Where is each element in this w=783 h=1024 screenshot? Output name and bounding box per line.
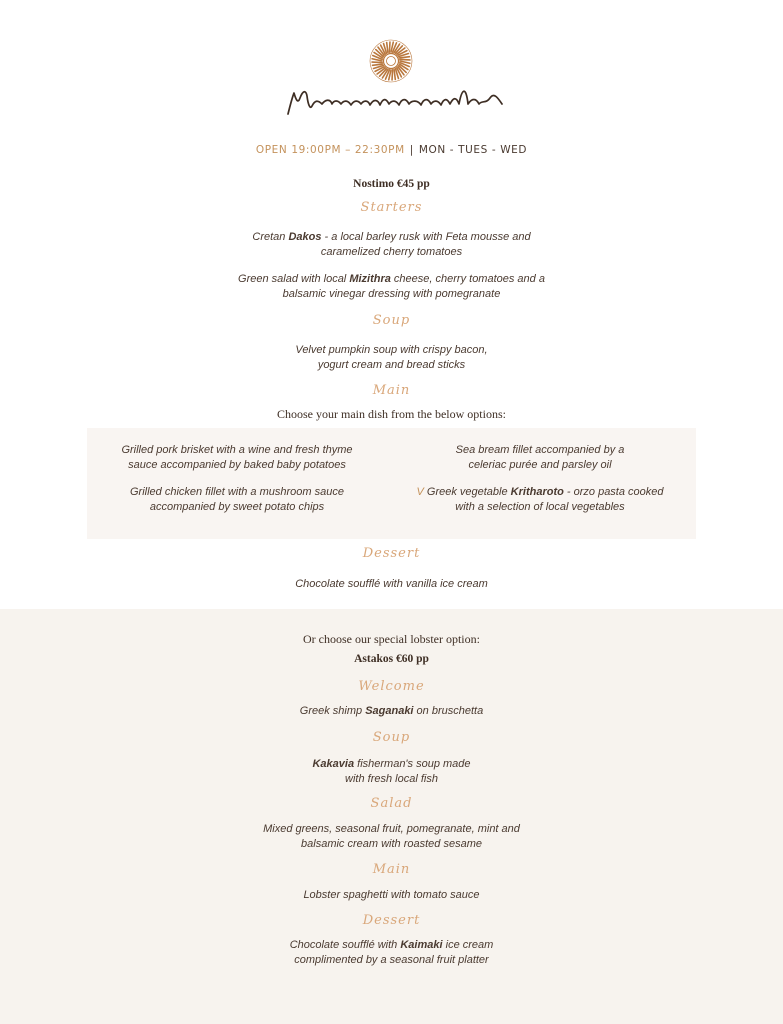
vegetarian-marker: V [416, 486, 424, 498]
lobster-intro: Or choose our special lobster option: [303, 632, 480, 646]
salad-heading: Salad [370, 796, 413, 811]
lobster-dessert-heading: Dessert [362, 913, 421, 928]
main-option-pork: Grilled pork brisket with a wine and fresh thyme sauce accompanied by baked baby potatoes [121, 444, 353, 471]
sun-ray [399, 57, 409, 58]
sun-ray [394, 69, 395, 79]
sun-ray [392, 70, 393, 80]
lobster-main-heading: Main [372, 862, 411, 877]
starter-dakos: Cretan Dakos - a local barley rusk with Feta mousse and caramelized cherry tomatoes [252, 231, 531, 258]
salad-mixed-greens: Mixed greens, seasonal fruit, pomegranate, mint and balsamic cream with roasted sesame [263, 823, 520, 850]
main-option-chicken: Grilled chicken fillet with a mushroom sauce accompanied by sweet potato chips [130, 486, 344, 513]
soup-pumpkin: Velvet pumpkin soup with crispy bacon, yogurt cream and bread sticks [295, 344, 488, 371]
logo-script [288, 91, 502, 114]
lobster-soup-heading: Soup [372, 730, 411, 745]
welcome-heading: Welcome [358, 679, 425, 694]
sun-ray [389, 42, 390, 52]
opening-hours [0, 144, 783, 156]
starter-green-salad: Green salad with local Mizithra cheese, cherry tomatoes and a balsamic vinegar dressing with pomegranate [238, 273, 545, 300]
sun-ray [373, 64, 383, 65]
hours-separator: | [409, 144, 414, 156]
dessert-souffle: Chocolate soufflé with vanilla ice cream [295, 578, 488, 590]
astakos-price: Astakos €60 pp [354, 653, 429, 665]
sun-ray [400, 59, 410, 60]
main-lobster-spaghetti: Lobster spaghetti with tomato sauce [303, 889, 480, 901]
soup-kakavia: Kakavia fisherman's soup made with fresh local fish [312, 758, 471, 785]
main-options-box [87, 428, 696, 539]
dessert-heading: Dessert [362, 546, 421, 561]
main-option-kritharoto: V Greek vegetable Kritharoto - orzo pasta cooked with a selection of local vegetables [416, 486, 664, 513]
main-intro: Choose your main dish from the below options: [277, 407, 506, 421]
opening-time: OPEN 19:00PM – 22:30PM [255, 144, 405, 156]
sun-ray [372, 62, 382, 63]
dessert-kaimaki: Chocolate soufflé with Kaimaki ice cream complimented by a seasonal fruit platter [289, 939, 494, 966]
sun-icon [370, 40, 412, 82]
main-heading: Main [372, 383, 411, 398]
nostimo-price: Nostimo €45 pp [353, 178, 430, 190]
welcome-saganaki: Greek shimp Saganaki on bruschetta [299, 705, 484, 717]
main-option-sea-bream: Sea bream fillet accompanied by a celeriac purée and parsley oil [455, 444, 625, 471]
soup-heading: Soup [372, 313, 411, 328]
sun-ray [387, 43, 388, 53]
starters-heading: Starters [360, 200, 423, 215]
opening-days: MON - TUES - WED [418, 144, 528, 156]
restaurant-logo [0, 38, 783, 120]
